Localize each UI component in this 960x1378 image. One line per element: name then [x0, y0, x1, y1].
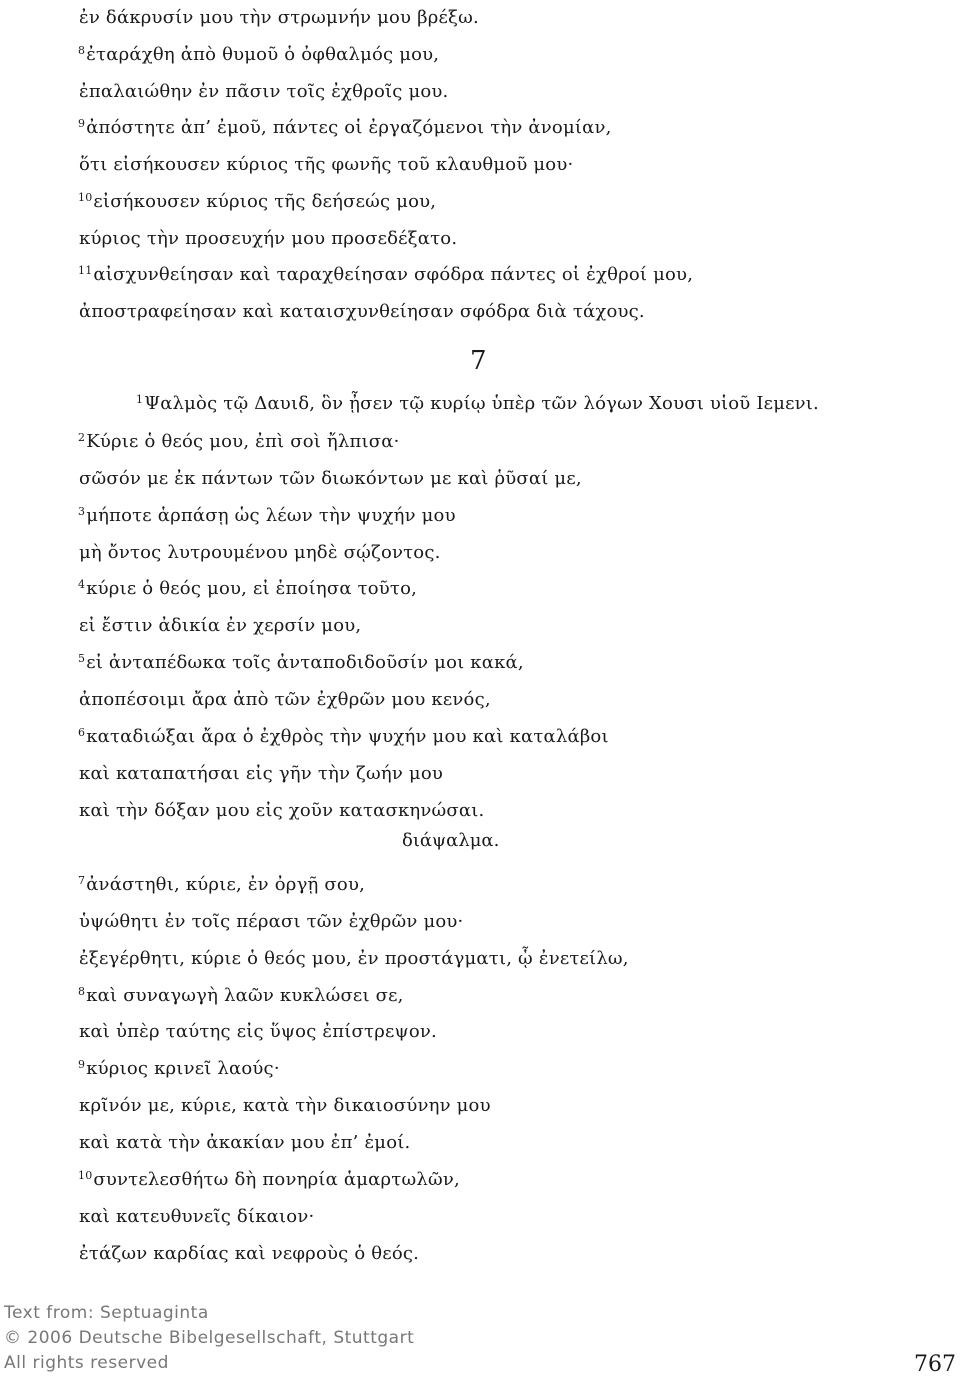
- verse-text: ἀποστραφείησαν καὶ καταισχυνθείησαν σφόδρα διὰ τάχους.: [79, 301, 645, 322]
- verse-number: 4: [78, 578, 86, 592]
- verse-line: [78, 223, 457, 251]
- verse-text: ἀνάστηθι, κύριε, ἐν ὀργῇ σου,: [86, 874, 366, 895]
- verse-line: [78, 647, 524, 675]
- verse-line: [78, 186, 436, 214]
- verse-line: [78, 573, 417, 601]
- footer-copyright: © 2006 Deutsche Bibelgesellschaft, Stuttgart: [4, 1328, 415, 1348]
- verse-number: 11: [78, 264, 93, 278]
- verse-line: [78, 2, 479, 30]
- verse-text: μήποτε ἁρπάσῃ ὡς λέων τὴν ψυχήν μου: [86, 504, 456, 526]
- verse-text: ἀπόστητε ἀπ’ ἐμοῦ, πάντες οἱ ἐργαζόμενοι τὴν ἀνομίαν,: [86, 117, 612, 139]
- footer-source: Text from: Septuaginta: [4, 1303, 209, 1323]
- chapter-number: 7: [470, 346, 487, 376]
- verse-line: [78, 906, 463, 934]
- verse-number: 8: [78, 43, 86, 57]
- verse-text: Ψαλμὸς τῷ Δαυιδ, ὃν ᾖσεν τῷ κυρίῳ ὑπὲρ τῶν λόγων Χουσι υἱοῦ Ιεμενι.: [144, 393, 819, 414]
- verse-line: [78, 1090, 491, 1118]
- verse-line: [78, 1127, 410, 1155]
- page-number: 767: [914, 1352, 956, 1377]
- verse-text: καὶ τὴν δόξαν μου εἰς χοῦν κατασκηνώσαι.: [79, 799, 485, 821]
- verse-text: σῶσόν με ἐκ πάντων τῶν διωκόντων με καὶ ῥῦσαί με,: [79, 467, 582, 489]
- verse-text: συντελεσθήτω δὴ πονηρία ἁμαρτωλῶν,: [93, 1168, 460, 1190]
- verse-number: 1: [136, 393, 144, 406]
- verse-text: καὶ καταπατήσαι εἰς γῆν τὴν ζωήν μου: [79, 762, 444, 784]
- verse-number: 10: [78, 1168, 93, 1182]
- verse-number: 9: [78, 1058, 86, 1072]
- diapsalma: διάψαλμα.: [402, 830, 500, 851]
- verse-line: [78, 1053, 280, 1081]
- verse-line: [78, 795, 484, 823]
- verse-line: [78, 721, 609, 749]
- verse-line: [78, 1238, 419, 1266]
- verse-line: [78, 684, 491, 712]
- verse-line: [78, 980, 404, 1008]
- verse-line: [78, 758, 443, 786]
- verse-number: 2: [78, 431, 86, 444]
- verse-number: 8: [78, 984, 86, 998]
- verse-line: [78, 537, 441, 565]
- verse-number: 3: [78, 504, 86, 518]
- superscription: [136, 388, 819, 416]
- verse-text: καὶ συναγωγὴ λαῶν κυκλώσει σε,: [86, 984, 404, 1006]
- verse-line: [78, 869, 365, 897]
- verse-text: καταδιώξαι ἄρα ὁ ἐχθρὸς τὴν ψυχήν μου καὶ καταλάβοι: [86, 725, 609, 747]
- verse-line: [78, 1201, 314, 1229]
- verse-text: ἐτάζων καρδίας καὶ νεφροὺς ὁ θεός.: [79, 1242, 420, 1264]
- verse-text: ἐν δάκρυσίν μου τὴν στρωμνήν μου βρέξω.: [79, 7, 479, 28]
- verse-line: [78, 149, 573, 177]
- verse-number: 10: [78, 190, 93, 204]
- footer-rights: All rights reserved: [4, 1353, 169, 1373]
- verse-number: 6: [78, 725, 86, 739]
- verse-text: κύριος τὴν προσευχήν μου προσεδέξατο.: [79, 227, 458, 249]
- verse-text: ἐξεγέρθητι, κύριε ὁ θεός μου, ἐν προστάγματι, ᾧ ἐνετείλω,: [79, 947, 629, 969]
- verse-line: [78, 463, 582, 491]
- verse-text: ἐπαλαιώθην ἐν πᾶσιν τοῖς ἐχθροῖς μου.: [79, 80, 449, 102]
- verse-line: [78, 500, 456, 528]
- verse-text: ἐταράχθη ἀπὸ θυμοῦ ὁ ὀφθαλμός μου,: [86, 43, 440, 65]
- verse-number: 9: [78, 117, 86, 131]
- verse-text: καὶ κατευθυνεῖς δίκαιον·: [79, 1205, 315, 1227]
- verse-text: ὅτι εἰσήκουσεν κύριος τῆς φωνῆς τοῦ κλαυθμοῦ μου·: [79, 154, 574, 175]
- verse-text: αἰσχυνθείησαν καὶ ταραχθείησαν σφόδρα πάντες οἱ ἐχθροί μου,: [93, 264, 694, 286]
- verse-line: [78, 610, 361, 638]
- verse-text: εἰσήκουσεν κύριος τῆς δεήσεώς μου,: [93, 190, 437, 212]
- verse-text: κρῖνόν με, κύριε, κατὰ τὴν δικαιοσύνην μου: [79, 1095, 491, 1117]
- verse-line: [78, 259, 693, 287]
- verse-number: 7: [78, 874, 86, 887]
- verse-text: μὴ ὄντος λυτρουμένου μηδὲ σῴζοντος.: [79, 541, 441, 563]
- verse-text: ἀποπέσοιμι ἄρα ἀπὸ τῶν ἐχθρῶν μου κενός,: [79, 688, 491, 710]
- verse-text: ὑψώθητι ἐν τοῖς πέρασι τῶν ἐχθρῶν μου·: [79, 910, 464, 932]
- verse-line: [78, 1164, 460, 1192]
- verse-line: [78, 112, 612, 140]
- verse-text: Κύριε ὁ θεός μου, ἐπὶ σοὶ ἤλπισα·: [86, 431, 400, 452]
- verse-text: εἰ ἔστιν ἀδικία ἐν χερσίν μου,: [79, 615, 362, 637]
- verse-line: [78, 1016, 437, 1044]
- verse-text: κύριε ὁ θεός μου, εἰ ἐποίησα τοῦτο,: [86, 578, 418, 600]
- verse-line: [78, 39, 439, 67]
- verse-text: εἰ ἀνταπέδωκα τοῖς ἀνταποδιδοῦσίν μοι κακά,: [86, 652, 524, 674]
- verse-number: 5: [78, 652, 86, 666]
- verse-text: καὶ ὑπὲρ ταύτης εἰς ὕψος ἐπίστρεψον.: [79, 1021, 437, 1043]
- verse-line: [78, 76, 448, 104]
- verse-line: [78, 943, 629, 971]
- verse-line: [78, 426, 400, 454]
- verse-line: [78, 296, 645, 324]
- verse-text: κύριος κρινεῖ λαούς·: [86, 1058, 280, 1080]
- verse-text: καὶ κατὰ τὴν ἀκακίαν μου ἐπ’ ἐμοί.: [79, 1131, 411, 1153]
